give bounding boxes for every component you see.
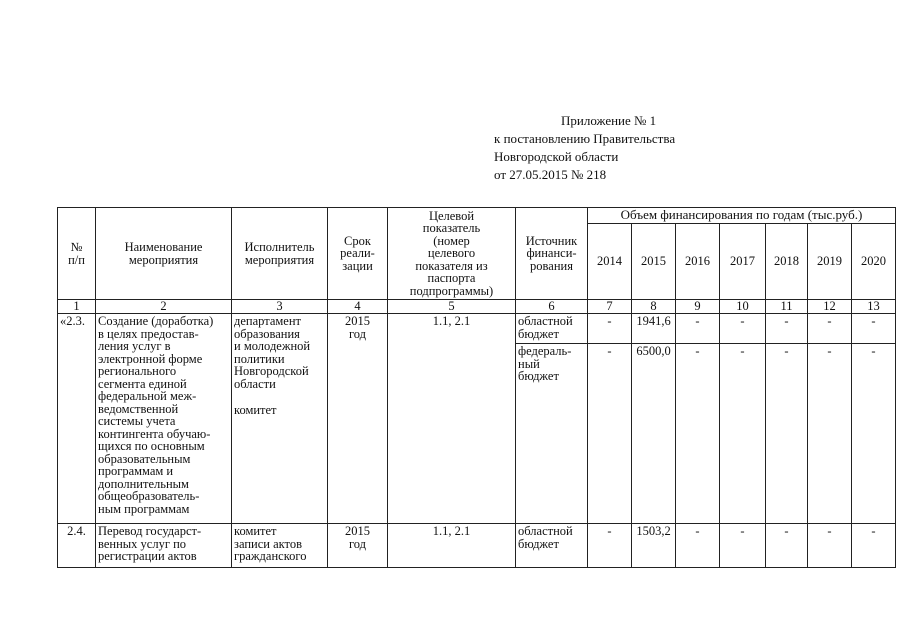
- header-year: 2020: [852, 224, 896, 300]
- header-target: Целевой показатель (номер целевого показателя из паспорта подпрограммы): [388, 208, 516, 300]
- column-number: 12: [808, 300, 852, 314]
- column-number: 11: [766, 300, 808, 314]
- column-number: 2: [96, 300, 232, 314]
- appendix-title: Приложение № 1: [561, 113, 657, 128]
- column-number: 1: [58, 300, 96, 314]
- row-number: 2.4.: [58, 524, 96, 568]
- header-year: 2017: [720, 224, 766, 300]
- column-number: 6: [516, 300, 588, 314]
- funding-value: -: [852, 314, 896, 344]
- measure-name: Создание (доработка) в целях предостав- ления услуг в электронной форме регионального сегмента единой федеральной меж- ведомственной системы учета контингента обучаю- щихся по основным образовательным программам и дополнительным общеобразователь- ным программам: [96, 314, 232, 524]
- funding-value: -: [588, 524, 632, 568]
- header-funding-group: Объем финансирования по годам (тыс.руб.): [588, 208, 896, 224]
- column-number: 7: [588, 300, 632, 314]
- funding-value: -: [676, 524, 720, 568]
- funding-value: -: [852, 524, 896, 568]
- column-number: 9: [676, 300, 720, 314]
- column-number: 13: [852, 300, 896, 314]
- funding-value: 6500,0: [632, 344, 676, 524]
- column-number-row: [58, 300, 896, 314]
- funding-source: областной бюджет: [516, 314, 588, 344]
- funding-value: -: [808, 314, 852, 344]
- funding-value: -: [808, 524, 852, 568]
- row-number: «2.3.: [58, 314, 96, 524]
- header-year: 2015: [632, 224, 676, 300]
- resolution-line: к постановлению Правительства: [494, 131, 676, 146]
- funding-value: -: [808, 344, 852, 524]
- funding-value: -: [676, 344, 720, 524]
- measure-target: 1.1, 2.1: [388, 524, 516, 568]
- funding-value: -: [766, 344, 808, 524]
- header-year: 2014: [588, 224, 632, 300]
- measure-executor: департамент образования и молодежной политики Новгородской области комитет: [232, 314, 328, 524]
- header-year: 2019: [808, 224, 852, 300]
- executor-secondary: комитет: [234, 403, 277, 417]
- date-number-line: от 27.05.2015 № 218: [494, 167, 607, 182]
- funding-source: федераль- ный бюджет: [516, 344, 588, 524]
- header-year: 2018: [766, 224, 808, 300]
- funding-source: областной бюджет: [516, 524, 588, 568]
- table-row: [58, 314, 896, 344]
- funding-value: -: [588, 314, 632, 344]
- header-num: № п/п: [58, 208, 96, 300]
- header-name: Наименование мероприятия: [96, 208, 232, 300]
- funding-value: 1941,6: [632, 314, 676, 344]
- funding-value: -: [852, 344, 896, 524]
- header-executor: Исполнитель мероприятия: [232, 208, 328, 300]
- measure-name: Перевод государст- венных услуг по регистрации актов: [96, 524, 232, 568]
- header-year: 2016: [676, 224, 720, 300]
- funding-value: -: [676, 314, 720, 344]
- funding-value: 1503,2: [632, 524, 676, 568]
- funding-value: -: [720, 344, 766, 524]
- header-source: Источник финанси- рования: [516, 208, 588, 300]
- measure-target: 1.1, 2.1: [388, 314, 516, 524]
- funding-value: -: [766, 524, 808, 568]
- column-number: 4: [328, 300, 388, 314]
- funding-value: -: [588, 344, 632, 524]
- region-line: Новгородской области: [494, 149, 619, 164]
- table-row: [58, 524, 896, 568]
- column-number: 3: [232, 300, 328, 314]
- measure-term: 2015 год: [328, 524, 388, 568]
- document-heading: [494, 112, 675, 184]
- column-number: 5: [388, 300, 516, 314]
- funding-table: [57, 207, 896, 568]
- header-term: Срок реали- зации: [328, 208, 388, 300]
- column-number: 8: [632, 300, 676, 314]
- measure-executor: комитет записи актов гражданского: [232, 524, 328, 568]
- funding-value: -: [720, 524, 766, 568]
- measure-term: 2015 год: [328, 314, 388, 524]
- funding-value: -: [766, 314, 808, 344]
- column-number: 10: [720, 300, 766, 314]
- funding-value: -: [720, 314, 766, 344]
